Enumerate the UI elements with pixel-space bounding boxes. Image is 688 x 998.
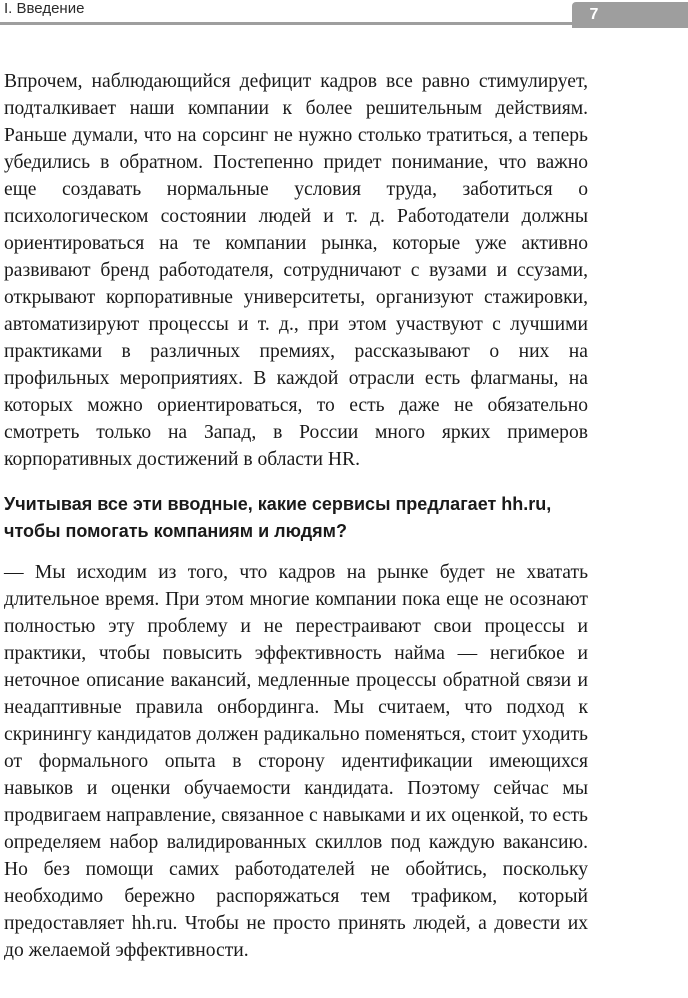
page-body	[4, 68, 588, 964]
body-paragraph-2: — Мы исходим из того, что кадров на рынке будет не хватать длительное время. При этом многие компании пока еще не осознают полностью эту проблему и не перестраивают свои процессы и практики, чтобы повысить эффективность найма — негибкое и неточное описание вакансий, медленные процессы обратной связи и неадаптивные правила онбординга. Мы считаем, что подход к скринингу кандидатов должен радикально поменяться, стоит уходить от формального опыта в сторону идентификации имеющихся навыков и оценки обучаемости кандидата. Поэтому сейчас мы продвигаем направление, связанное с навыками и их оценкой, то есть определяем набор валидированных скиллов под каждую вакансию. Но без помощи самих работодателей не обойтись, поскольку необходимо бережно распоряжаться тем трафиком, который предоставляет hh.ru. Чтобы не просто принять людей, а довести их до желаемой эффективности.	[4, 562, 588, 961]
body-paragraph-1: Впрочем, наблюдающийся дефицит кадров все равно стимулирует, подталкивает наши компании к более решительным действиям. Раньше думали, что на сорсинг не нужно столько тратиться, а теперь убедились в обратном. Постепенно придет понимание, что важно еще создавать нормальные условия труда, заботиться о психологическом состоянии людей и т. д. Работодатели должны ориентироваться на те компании рынка, которые уже активно развивают бренд работодателя, сотрудничают с вузами и ссузами, открывают корпоративные университеты, организуют стажировки, автоматизируют процессы и т. д., при этом участвуют с лучшими практиками в различных премиях, рассказывают о них на профильных мероприятиях. В каждой отрасли есть флагманы, на которых можно ориентироваться, то есть даже не обязательно смотреть только на Запад, в России много ярких примеров корпоративных достижений в области HR.	[4, 71, 588, 470]
page-number-tab	[572, 2, 688, 28]
header-rule	[0, 22, 572, 25]
running-header	[0, 0, 688, 30]
section-title: I. Введение	[4, 0, 85, 17]
interview-question: Учитывая все эти вводные, какие сервисы предлагает hh.ru, чтобы помогать компаниям и людям?	[4, 494, 552, 541]
page-number: 7	[589, 6, 599, 23]
